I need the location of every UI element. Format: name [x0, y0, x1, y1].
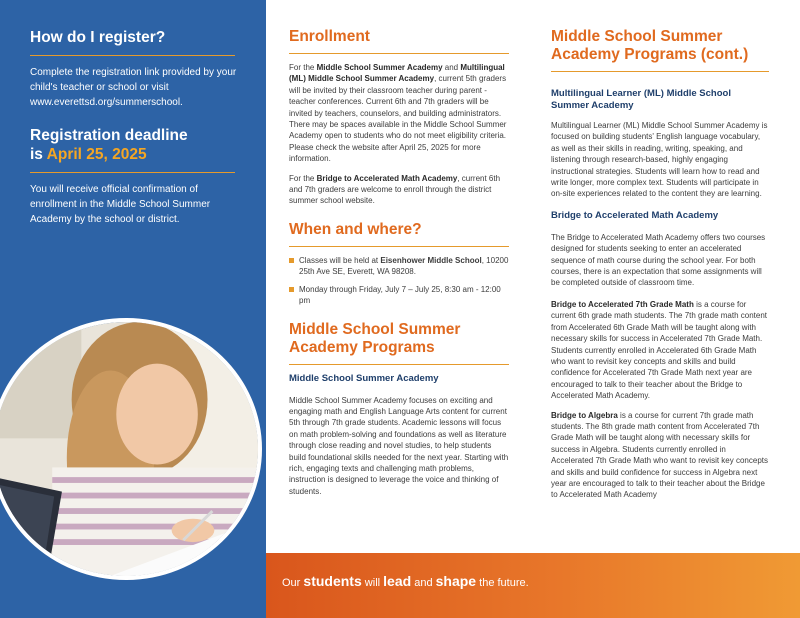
- register-heading: How do I register?: [30, 29, 166, 46]
- register-text: Complete the registration link provided by your child's teacher or school or visit www.everettsd.org/summerschool.: [30, 67, 237, 108]
- divider: [289, 364, 509, 365]
- bridge-algebra-paragraph: Bridge to Algebra is a course for current 7th grade math students. The 8th grade math content from Accelerated 7th Grade Math will be taught along with necessary skills for success in Algebra. Students currently enrolled in Accelerated 7th Grade Math who want to revisit key concepts and skills and build confidence for success in Algebra next year are encouraged to talk to their teacher about the Bridge to Accelerated Math Academy: [551, 410, 768, 500]
- divider: [30, 55, 235, 56]
- deadline-heading: [30, 126, 240, 164]
- deadline-heading-line2: [30, 145, 240, 164]
- ml-paragraph: Multilingual Learner (ML) Middle School Summer Academy is focused on building students' English language vocabulary, as well as their skills in reading, writing, speaking, and listening through research-based, highly engaging instructional strategies. Students will learn how to read and write longer, more complex text. Students will participate in on-site experiences related to the content they are learning.: [551, 121, 768, 199]
- when-where-heading: When and where?: [289, 220, 422, 238]
- list-item: Classes will be held at Eisenhower Middle School, 10200 25th Ave SE, Everett, WA 98208.: [289, 255, 509, 278]
- ml-subheading: Multilingual Learner (ML) Middle School Summer Academy: [551, 88, 731, 111]
- middle-column: [289, 28, 509, 497]
- msa-subheading: Middle School Summer Academy: [289, 372, 439, 384]
- right-column: [551, 28, 769, 501]
- tagline-band: [266, 553, 800, 618]
- left-footer-band: [0, 580, 266, 618]
- divider: [289, 53, 509, 54]
- programs-heading: Middle School Summer Academy Programs: [289, 320, 461, 356]
- divider: [551, 71, 769, 72]
- enrollment-heading: Enrollment: [289, 28, 370, 45]
- deadline-date: April 25, 2025: [46, 146, 147, 163]
- divider: [289, 246, 509, 247]
- left-panel-content: [30, 28, 240, 227]
- deadline-prefix: is: [30, 146, 47, 163]
- enrollment-paragraph-2: For the Bridge to Accelerated Math Academy, current 6th and 7th graders are welcome to enroll through the district summer school website.: [289, 173, 501, 206]
- bridge-paragraph: The Bridge to Accelerated Math Academy offers two courses designed for students seeking to enter an accelerated sequence of math course during the school year. For both courses, there is an expectation that some assignments will be completed outside of classroom time.: [551, 232, 766, 288]
- msa-paragraph: Middle School Summer Academy focuses on exciting and engaging math and English Language Arts content for current 5th through 7th grade students. Academic lessons will focus on math problem-solving and foundations as well as literature through close reading and novel studies, to help students build foundational skills needed for the next year. Starting with rich, engaging texts and challenging math problems, instruction is designed to leverage the voice and thinking of students.: [289, 395, 509, 496]
- bridge-7th-paragraph: Bridge to Accelerated 7th Grade Math is a course for current 6th grade math students. The 7th grade math content from Accelerated 6th Grade Math will be taught along with necessary skills for success in Accelerated 7th Grade Math. Students currently enrolled in Accelerated 6th Grade Math who want to revisit key concepts and skills and build confidence for Accelerated 7th Grade Math next year are encouraged to talk to their teacher about the Bridge to Accelerated Math Academy.: [551, 299, 767, 401]
- confirmation-text: You will receive official confirmation of enrollment in the Middle School Summer Academy by the school or district.: [30, 184, 211, 225]
- tagline: Our students will lead and shape the future.: [282, 573, 529, 589]
- divider: [30, 172, 235, 173]
- deadline-heading-line1: Registration deadline: [30, 127, 188, 144]
- list-item: Monday through Friday, July 7 – July 25, 8:30 am - 12:00 pm: [289, 284, 509, 307]
- bridge-subheading: Bridge to Accelerated Math Academy: [551, 209, 719, 221]
- bullet-square-icon: [289, 287, 294, 292]
- student-illustration: [0, 322, 258, 576]
- student-writing-photo: [0, 318, 262, 580]
- programs-cont-heading: Middle School Summer Academy Programs (cont.): [551, 28, 749, 63]
- when-where-list: [289, 255, 509, 307]
- bullet-square-icon: [289, 258, 294, 263]
- enrollment-paragraph-1: For the Middle School Summer Academy and Multilingual (ML) Middle School Summer Academy, current 5th graders will be invited by their classroom teacher during parent - teacher conferences. Current 6th and 7th graders will be invited by teachers, counselors, and building administrators. There may be spaces available in the Middle School Summer Academy open to students who do not meet eligibility criteria. Please check the website after April 25, 2025 for more information.: [289, 63, 507, 164]
